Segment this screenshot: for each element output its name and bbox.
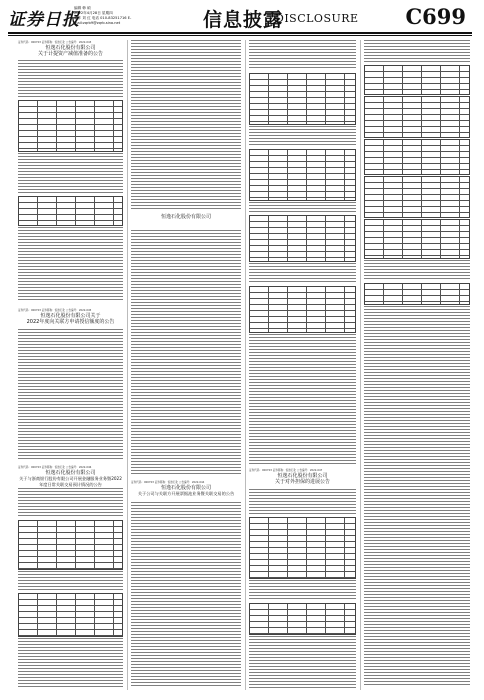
masthead-editor: 编辑 韩 硕: [74, 6, 91, 10]
data-table: [364, 139, 470, 175]
announcement-company: 恒逸石化股份有限公司: [45, 470, 96, 476]
announcement-title: 关于对外担保的进展公告: [274, 479, 330, 485]
announcement-company: 恒逸石化股份有限公司: [277, 473, 328, 479]
body-text: [18, 329, 123, 459]
data-table: [18, 196, 123, 226]
announcement-title: 关于计提资产减值准备的公告: [37, 51, 103, 57]
header-rule-thin: [8, 35, 472, 36]
data-table: [18, 520, 123, 570]
body-text: [249, 126, 356, 146]
body-text: [249, 636, 356, 688]
announcement-title: 关于与浙商银行股份有限公司开展金融服务业务暨2022年度日常关联交易预计情况的公告: [19, 476, 122, 487]
column-divider: [127, 40, 128, 690]
announcement-title: 关于公司与关联方开展票据池业务暨关联交易的公告: [137, 491, 235, 496]
page-number: C699: [405, 4, 466, 29]
announcement-heading: [249, 473, 356, 485]
data-table: [18, 100, 123, 152]
masthead-date: 2022年4月28日 星期四: [74, 11, 113, 15]
data-table: [18, 593, 123, 637]
data-table: [364, 283, 470, 305]
body-text: [18, 488, 123, 518]
data-table: [249, 517, 356, 579]
data-table: [249, 73, 356, 125]
announcement-code: 证券代码：000703 证券简称：恒逸石化 公告编号：2022-047: [249, 469, 323, 472]
body-text: [364, 260, 470, 280]
data-table: [249, 149, 356, 201]
data-table: [249, 603, 356, 635]
section-title-en: DISCLOSURE: [275, 12, 359, 25]
announcement-heading: [131, 485, 241, 497]
announcement-code: 证券代码：000703 证券简称：恒逸石化 公告编号：2022-044: [131, 481, 205, 484]
announcement-code: 证券代码：000703 证券简称：恒逸石化 公告编号：2022-046: [18, 466, 92, 469]
body-text: [249, 263, 356, 283]
announcement-heading: [18, 470, 123, 488]
column-1: [18, 40, 123, 690]
masthead-contact: 制作 刘 红 电话 010-83251716 E-mail:zqrb9@zqrb.sina.net: [74, 16, 132, 25]
announcement-heading: [18, 313, 123, 325]
body-text: [249, 334, 356, 464]
body-text: [18, 227, 123, 302]
body-text: [249, 489, 356, 514]
body-text: [131, 230, 241, 475]
section-title: 信息披露: [203, 9, 284, 31]
body-text: [249, 40, 356, 70]
body-text: [131, 40, 241, 210]
announcement-code: 证券代码：000703 证券简称：恒逸石化 公告编号：2022-045: [18, 309, 92, 312]
announcement-title: 2022年度向关联方申请授信额度的公告: [26, 319, 115, 325]
body-text: [364, 306, 470, 686]
data-table: [364, 96, 470, 138]
data-table: [249, 215, 356, 262]
body-text: [18, 153, 123, 193]
announcement-company: 恒逸石化股份有限公司: [160, 214, 211, 220]
data-table: [249, 286, 356, 333]
column-4: [364, 40, 470, 690]
data-table: [364, 219, 470, 259]
newspaper-logo: 证券日报: [8, 10, 80, 30]
column-2: [131, 40, 241, 690]
column-3: [249, 40, 356, 690]
announcement-heading: [18, 45, 123, 57]
body-text: [18, 638, 123, 688]
masthead-meta: [74, 6, 169, 26]
header-rule: [8, 32, 472, 34]
body-text: [131, 502, 241, 687]
body-text: [249, 202, 356, 212]
body-text: [18, 571, 123, 591]
data-table: [364, 65, 470, 95]
announcement-code: 证券代码：000703 证券简称：恒逸石化 公告编号：2022-043: [18, 41, 92, 44]
announcement-company: 恒逸石化股份有限公司关于: [40, 313, 101, 319]
announcement-company: 恒逸石化股份有限公司: [45, 45, 96, 51]
column-divider: [245, 40, 246, 690]
column-divider: [360, 40, 361, 690]
data-table: [364, 176, 470, 218]
announcement-company: 恒逸石化股份有限公司: [160, 485, 211, 491]
body-text: [364, 40, 470, 62]
body-text: [18, 60, 123, 98]
announcement-heading: [131, 214, 241, 220]
body-text: [249, 580, 356, 600]
